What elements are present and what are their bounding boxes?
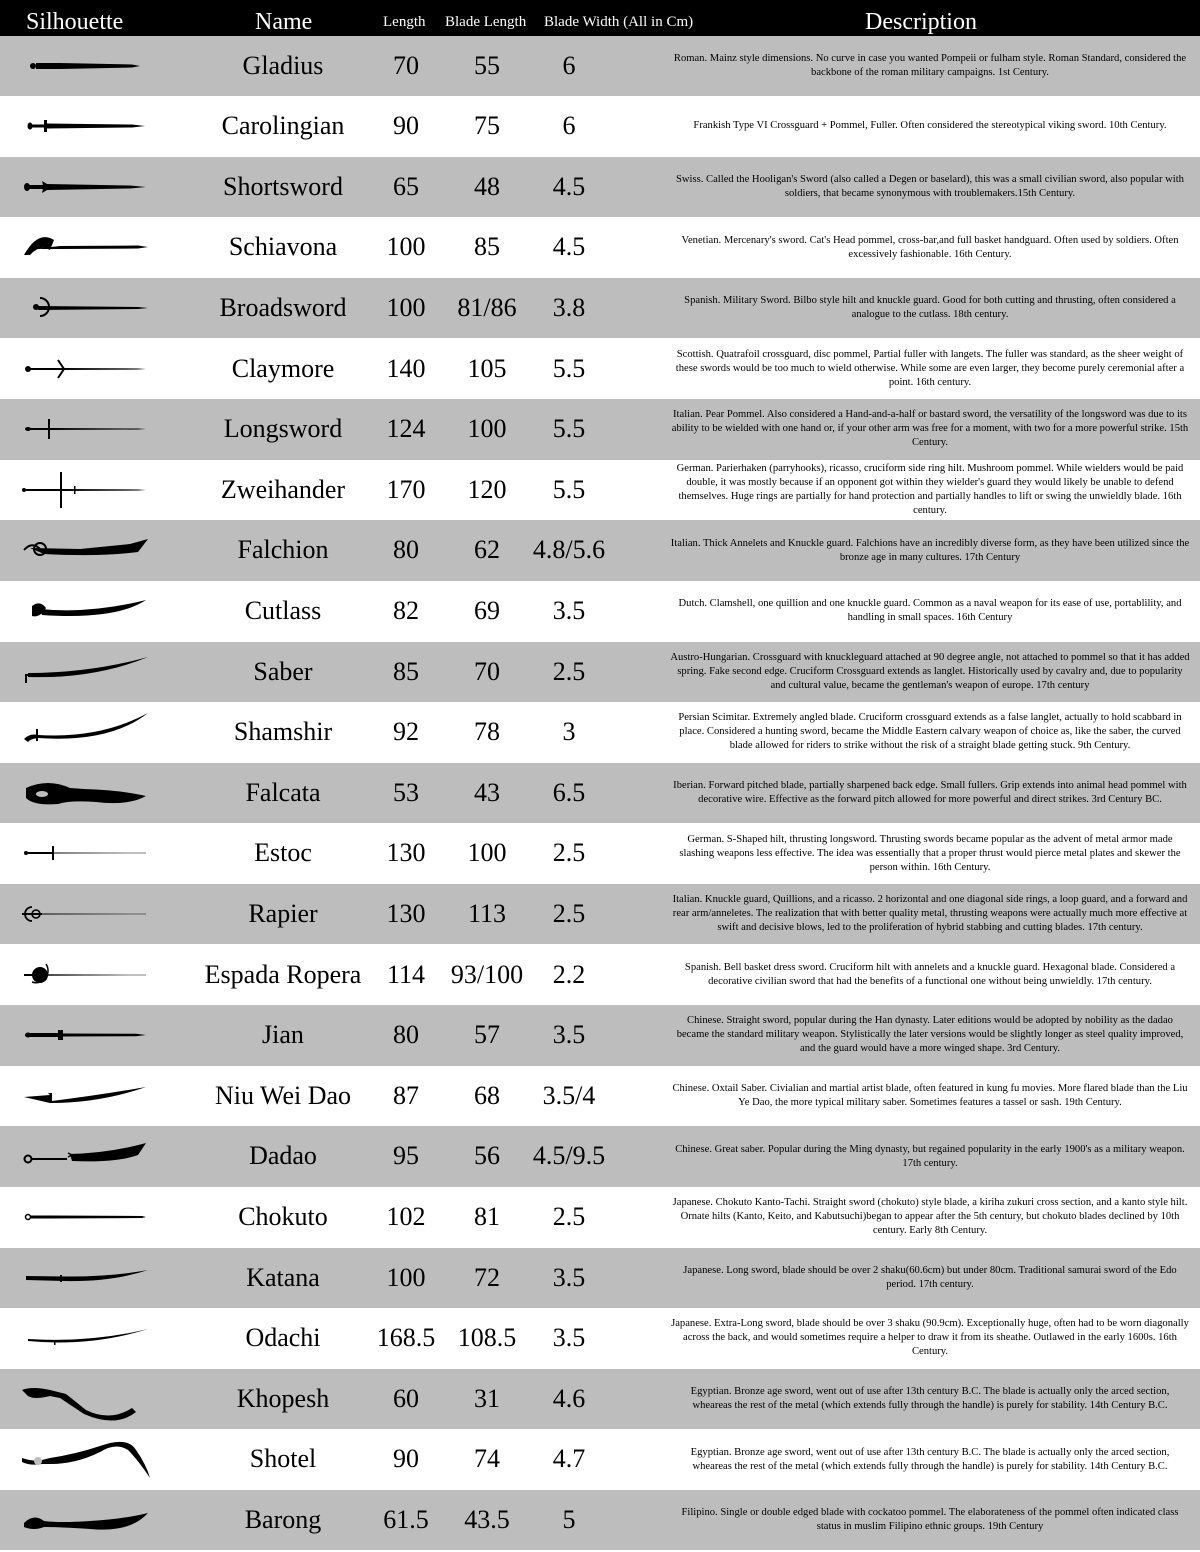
- sword-description: Japanese. Extra-Long sword, blade should be over 3 shaku (90.9cm). Exceptionally huge, often had to be worn diagonally across the back, and would sometimes require a helper to draw it from its sheathe. Outlawed in the early 1600s. 16th Century.: [671, 1318, 1189, 1358]
- longsword-silhouette-icon: [20, 406, 150, 452]
- sword-blade-length: 100: [467, 414, 507, 444]
- cutlass-silhouette-icon: [20, 588, 150, 634]
- sword-description: Spanish. Bell basket dress sword. Cruciform hilt with annelets and a knuckle guard. Hexagonal blade. Considered a decorative civilian sword that had the benefits of a functional one without being unwieldly. 17th century.: [684, 961, 1176, 987]
- zweihander-silhouette-icon: [20, 467, 150, 513]
- sword-blade-width: 6: [562, 111, 576, 141]
- sword-blade-width: 6: [562, 50, 576, 80]
- sword-blade-length: 85: [474, 232, 500, 262]
- sword-blade-width: 4.5: [552, 232, 586, 262]
- carolingian-silhouette-icon: [20, 103, 150, 149]
- sword-blade-width: 4.5/9.5: [532, 1141, 606, 1171]
- sword-blade-length: 120: [467, 474, 507, 504]
- sword-length: 60: [393, 1383, 419, 1413]
- sword-description: Chinese. Oxtail Saber. Civialian and martial artist blade, often featured in kung fu movies. More flared blade than the Liu Ye Dao, the more typical military saber. Sometimes features a tassel or sash. 19th Century.: [672, 1082, 1188, 1108]
- sword-blade-length: 68: [474, 1080, 500, 1110]
- sword-description: Spanish. Military Sword. Bilbo style hilt and knuckle guard. Good for both cutting and thrusting, often considered a analogue to the cutlass. 18th century.: [684, 295, 1176, 321]
- sword-blade-length: 108.5: [457, 1323, 517, 1353]
- shotel-silhouette-icon: [20, 1436, 150, 1482]
- table-row: [0, 1066, 1200, 1127]
- dadao-silhouette-icon: [20, 1133, 150, 1179]
- sword-blade-width: 2.5: [552, 838, 586, 868]
- saber-silhouette-icon: [20, 649, 150, 695]
- sword-blade-length: 55: [474, 50, 500, 80]
- sword-name: Barong: [244, 1504, 322, 1534]
- sword-length: 70: [393, 50, 419, 80]
- shamshir-silhouette-icon: [20, 709, 150, 755]
- sword-length: 92: [393, 717, 419, 747]
- sword-length: 168.5: [376, 1323, 436, 1353]
- sword-blade-width: 3: [562, 717, 576, 747]
- sword-blade-length: 81: [474, 1201, 500, 1231]
- sword-blade-length: 70: [474, 656, 500, 686]
- sword-description: Chinese. Straight sword, popular during the Han dynasty. Later editions would be adopted by nobility as the dadao became the standard military weapon. Stylistically the later versions would be slightly longer as steel quality improved, and the guard would have a more winged shape. 3rd Century.: [676, 1015, 1184, 1055]
- table-row: [0, 520, 1200, 581]
- sword-name: Carolingian: [221, 111, 345, 141]
- sword-blade-length: 78: [474, 717, 500, 747]
- sword-blade-length: 74: [474, 1444, 500, 1474]
- table-row: [0, 339, 1200, 400]
- table-row: [0, 702, 1200, 763]
- broadsword-silhouette-icon: [20, 285, 150, 331]
- claymore-silhouette-icon: [20, 346, 150, 392]
- sword-description: Japanese. Long sword, blade should be over 2 shaku(60.6cm) but under 80cm. Traditional samurai sword of the Edo period. 17th century.: [683, 1264, 1177, 1290]
- sword-length: 80: [393, 535, 419, 565]
- sword-blade-width: 3.5/4: [542, 1080, 596, 1110]
- sword-length: 130: [386, 838, 426, 868]
- sword-length: 140: [386, 353, 426, 383]
- sword-length: 90: [393, 111, 419, 141]
- sword-name: Odachi: [245, 1323, 321, 1353]
- sword-blade-length: 105: [467, 353, 507, 383]
- sword-description: Egyptian. Bronze age sword, went out of use after 13th century B.C. The blade is actually only the arced section, wheareas the rest of the metal (which extends fully through the handle) is purely for stability. 14th Century B.C.: [690, 1446, 1170, 1472]
- sword-description: Dutch. Clamshell, one quillion and one knuckle guard. Common as a naval weapon for its ease of use, portablility, and handling in small spaces. 16th Century: [678, 598, 1182, 624]
- sword-name: Falchion: [237, 535, 329, 565]
- sword-name: Jian: [262, 1020, 304, 1050]
- sword-blade-width: 2.5: [552, 656, 586, 686]
- sword-description: Italian. Knuckle guard, Quillions, and a ricasso. 2 horizontal and one diagonal side rings, a loop guard, and a forward and rear arm/anneletes. The realization that with better quality metal, thrusting weapons were actually much more effective at swift and decisive blows, led to the proliferation of hybrid stabbing and cutting blades. 17th century.: [672, 894, 1188, 934]
- table-row: [0, 763, 1200, 824]
- sword-blade-width: 3.5: [552, 1262, 586, 1292]
- sword-blade-width: 2.2: [552, 959, 586, 989]
- sword-description: Italian. Pear Pommel. Also considered a Hand-and-a-half or bastard sword, the versatility of the longsword was due to its ability to be wielded with one hand or, if your other arm was free for a moment, with two for a more powerful strike. 15th Century.: [671, 409, 1189, 449]
- sword-description: Roman. Mainz style dimensions. No curve in case you wanted Pompeii or fulham style. Roman Standard, considered the backbone of the roman military campaigns. 1st Century.: [673, 52, 1187, 78]
- sword-length: 100: [386, 292, 426, 322]
- sword-description: German. Parierhaken (parryhooks), ricasso, cruciform side ring hilt. Mushroom pommel. While wielders would be paid double, it was mostly because if an opponent got within they wielder's guard they would likely be unable to defend themselves. Huge rings are partially for hand protection and partially handles to lift or swing the unwieldly blade. 16th century.: [676, 462, 1184, 516]
- sword-blade-length: 75: [474, 111, 500, 141]
- sword-blade-width: 3.5: [552, 1020, 586, 1050]
- sword-blade-length: 72: [474, 1262, 500, 1292]
- niu-wei-dao-silhouette-icon: [20, 1073, 150, 1119]
- sword-length: 53: [393, 777, 419, 807]
- table-row: [0, 157, 1200, 218]
- shortsword-silhouette-icon: [20, 164, 150, 210]
- sword-description: Austro-Hungarian. Crossguard with knuckleguard attached at 90 degree angle, not attached to pommel so that it has added spring. Fake second edge. Cruciform Crossguard extends as langlet. Historically used by cavalry and, due to popularity and cultural value, became the gentleman's weapon of europe. 17th century: [670, 651, 1190, 691]
- sword-blade-width: 6.5: [552, 777, 586, 807]
- sword-description: Filipino. Single or double edged blade with cockatoo pommel. The elaborateness of the pommel often indicated class status in muslim Filipino ethnic groups. 19th Century: [681, 1507, 1179, 1533]
- sword-name: Rapier: [248, 898, 318, 928]
- sword-name: Estoc: [254, 838, 312, 868]
- sword-blade-width: 4.5: [552, 171, 586, 201]
- sword-blade-length: 100: [467, 838, 507, 868]
- sword-length: 170: [386, 474, 426, 504]
- sword-description: Italian. Thick Annelets and Knuckle guard. Falchions have an incredibly diverse form, as they have been utilized since the bronze age in many cultures. 17th Century: [670, 537, 1190, 563]
- sword-description: Persian Scimitar. Extremely angled blade. Cruciform crossguard extends as a false langlet, actually to hold scabbard in place. Considered a hunting sword, became the Middle Eastern calvary weapon of choice as, like the saber, the curved blade allowed for riders to strike without the risk of a straight blade getting stuck. 9th Century.: [678, 712, 1182, 752]
- sword-blade-width: 5: [562, 1504, 576, 1534]
- gladius-silhouette-icon: [20, 43, 150, 89]
- sword-name: Katana: [246, 1262, 320, 1292]
- table-row: [0, 1429, 1200, 1490]
- table-row: [0, 1126, 1200, 1187]
- sword-description: Venetian. Mercenary's sword. Cat's Head pommel, cross-bar,and full basket handguard. Often used by soldiers. Often excessively fashionable. 16th Century.: [681, 234, 1179, 260]
- table-row: [0, 96, 1200, 157]
- sword-description: German. S-Shaped hilt, thrusting longsword. Thrusting swords became popular as the advent of metal armor made slashing weapons less effective. The idea was essentially that a proper thrust would pierce metal plates and skewer the person within. 16th Century.: [679, 833, 1181, 873]
- estoc-silhouette-icon: [20, 830, 150, 876]
- sword-blade-length: 113: [467, 898, 507, 928]
- sword-blade-length: 43: [474, 777, 500, 807]
- sword-blade-length: 93/100: [450, 959, 524, 989]
- sword-length: 114: [386, 959, 426, 989]
- sword-length: 61.5: [383, 1504, 429, 1534]
- sword-name: Claymore: [231, 353, 335, 383]
- sword-length: 90: [393, 1444, 419, 1474]
- schiavona-silhouette-icon: [20, 224, 150, 270]
- table-row: [0, 642, 1200, 703]
- espada-ropera-silhouette-icon: [20, 952, 150, 998]
- table-row: [0, 1187, 1200, 1248]
- sword-name: Espada Ropera: [204, 959, 362, 989]
- sword-description: Egyptian. Bronze age sword, went out of use after 13th century B.C. The blade is actually only the arced section, wheareas the rest of the metal (which extends fully through the handle) is purely for stability. 14th Century B.C.: [690, 1385, 1170, 1411]
- sword-name: Shortsword: [223, 171, 343, 201]
- sword-name: Falcata: [245, 777, 321, 807]
- header-name: Name: [255, 9, 313, 35]
- sword-name: Broadsword: [219, 292, 347, 322]
- sword-name: Schiavona: [228, 232, 338, 262]
- table-row: [0, 1369, 1200, 1430]
- sword-length: 100: [386, 1262, 426, 1292]
- sword-description: Iberian. Forward pitched blade, partially sharpened back edge. Small fullers. Grip extends into animal head pommel with decorative wire. Effective as the forward pitch allowed for more powerful and direct strikes. 3rd Century BC.: [673, 779, 1187, 805]
- sword-blade-width: 5.5: [552, 474, 586, 504]
- jian-silhouette-icon: [20, 1012, 150, 1058]
- table-row: [0, 1490, 1200, 1551]
- table-row: [0, 217, 1200, 278]
- table-row: [0, 278, 1200, 339]
- sword-blade-width: 2.5: [552, 1201, 586, 1231]
- falchion-silhouette-icon: [20, 527, 150, 573]
- sword-blade-length: 57: [474, 1020, 500, 1050]
- sword-length: 95: [393, 1141, 419, 1171]
- sword-blade-length: 69: [474, 595, 500, 625]
- table-row: [0, 36, 1200, 97]
- sword-length: 87: [393, 1080, 419, 1110]
- sword-length: 65: [393, 171, 419, 201]
- table-row: [0, 1308, 1200, 1369]
- table-row: [0, 1248, 1200, 1309]
- sword-blade-length: 43.5: [464, 1504, 510, 1534]
- sword-length: 85: [393, 656, 419, 686]
- odachi-silhouette-icon: [20, 1315, 150, 1361]
- sword-blade-width: 3.8: [552, 292, 586, 322]
- sword-name: Zweihander: [220, 474, 346, 504]
- table-row: [0, 823, 1200, 884]
- chokuto-silhouette-icon: [20, 1194, 150, 1240]
- sword-name: Shamshir: [233, 717, 333, 747]
- katana-silhouette-icon: [20, 1255, 150, 1301]
- sword-blade-width: 3.5: [552, 595, 586, 625]
- sword-length: 124: [386, 414, 426, 444]
- barong-silhouette-icon: [20, 1497, 150, 1543]
- sword-length: 130: [386, 898, 426, 928]
- sword-length: 100: [386, 232, 426, 262]
- sword-description: Chinese. Great saber. Popular during the Ming dynasty, but regained popularity in the early 1900's as a military weapon. 17th century.: [675, 1143, 1185, 1169]
- sword-blade-length: 31: [474, 1383, 500, 1413]
- table-row: [0, 945, 1200, 1006]
- sword-name: Dadao: [249, 1141, 317, 1171]
- table-row: [0, 884, 1200, 945]
- sword-name: Saber: [253, 656, 313, 686]
- header-length: Length: [383, 14, 426, 30]
- table-row: [0, 1005, 1200, 1066]
- header-blade-length: Blade Length: [445, 14, 527, 30]
- header-silhouette: Silhouette: [26, 9, 124, 35]
- header-blade-width: Blade Width (All in Cm): [544, 14, 694, 30]
- header-description: Description: [865, 9, 977, 35]
- sword-blade-width: 4.7: [552, 1444, 586, 1474]
- sword-length: 102: [386, 1201, 426, 1231]
- sword-blade-length: 62: [474, 535, 500, 565]
- sword-name: Chokuto: [238, 1201, 328, 1231]
- sword-name: Niu Wei Dao: [214, 1080, 352, 1110]
- sword-description: Scottish. Quatrafoil crossguard, disc pommel, Partial fuller with langets. The fuller was standard, as the sheer weight of these swords would be too much to wield otherwise. While some are even larger, they become purely ceremonial after a point. 16th century.: [675, 348, 1185, 388]
- sword-name: Khopesh: [236, 1383, 330, 1413]
- sword-name: Cutlass: [244, 595, 322, 625]
- sword-name: Longsword: [223, 414, 343, 444]
- table-row: [0, 460, 1200, 521]
- sword-name: Gladius: [242, 50, 324, 80]
- table-row: [0, 581, 1200, 642]
- sword-blade-width: 5.5: [552, 414, 586, 444]
- sword-blade-width: 4.6: [552, 1383, 586, 1413]
- sword-name: Shotel: [249, 1444, 317, 1474]
- sword-length: 80: [393, 1020, 419, 1050]
- sword-blade-length: 81/86: [457, 292, 517, 322]
- sword-blade-length: 48: [474, 171, 500, 201]
- sword-description: Swiss. Called the Hooligan's Sword (also called a Degen or baselard), this was a small civilian sword, also popular with soldiers, that became synonymous with troublemakers.15th Century.: [676, 173, 1184, 199]
- sword-blade-width: 3.5: [552, 1323, 586, 1353]
- sword-blade-width: 5.5: [552, 353, 586, 383]
- sword-length: 82: [393, 595, 419, 625]
- sword-blade-width: 2.5: [552, 898, 586, 928]
- sword-description: Japanese. Chokuto Kanto-Tachi. Straight sword (chokuto) style blade, a kiriha zukuri cross section, and a kanto style hilt. Ornate hilts (Kanto, Keito, and Kabutsuchi)began to appear after the 5th century, but chokuto blades declined by 10th century. Early 8th Century.: [672, 1197, 1188, 1237]
- rapier-silhouette-icon: [20, 891, 150, 937]
- sword-blade-length: 56: [474, 1141, 500, 1171]
- table-row: [0, 399, 1200, 460]
- khopesh-silhouette-icon: [20, 1376, 150, 1422]
- sword-description: Frankish Type VI Crossguard + Pommel, Fuller. Often considered the stereotypical viking sword. 10th Century.: [693, 120, 1167, 132]
- falcata-silhouette-icon: [20, 770, 150, 816]
- sword-blade-width: 4.8/5.6: [532, 535, 606, 565]
